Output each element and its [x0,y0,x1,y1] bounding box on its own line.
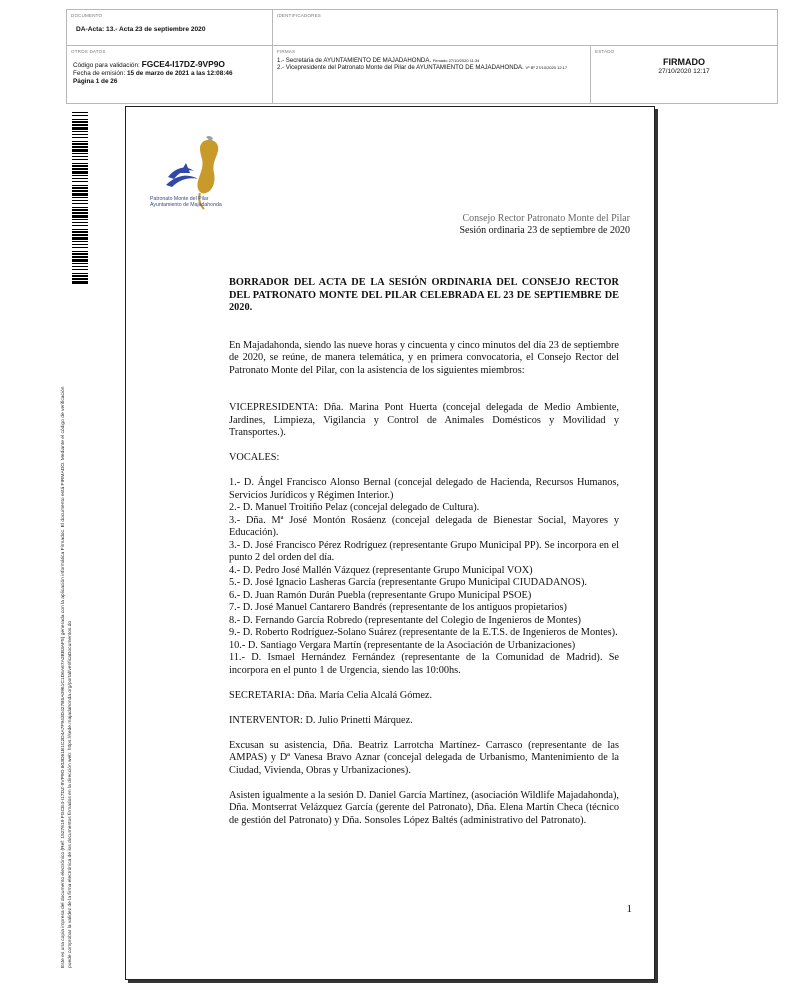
document-body [229,277,619,827]
list-item: 3.- D. José Francisco Pérez Rodríguez (representante Grupo Municipal PP). Se incorpora en el punto 2 del orden del día. [229,539,619,563]
estado-date: 27/10/2020 12:17 [658,68,710,75]
firmas-list [277,58,567,71]
vicepresidenta-paragraph: VICEPRESIDENTA: Dña. Marina Pont Huerta (concejal delegada de Medio Ambiente, Jardines, Limpieza, Vigilancia y Control de Animales Domésticos y Movilidad y Transportes.). [229,402,619,438]
estado-label: ESTADO [595,49,615,54]
list-item: 6.- D. Juan Ramón Durán Puebla (representante Grupo Municipal PSOE) [229,589,532,601]
barcode-icon [72,112,88,284]
codigo-validacion[interactable]: Código para validación: FGCE4-I17DZ-9VP9O [73,59,225,69]
document-page [125,106,655,980]
list-item: 7.- D. José Manuel Cantarero Bandrés (representante de los antiguos propietarios) [229,602,567,613]
fecha-emision: Fecha de emisión: 15 de marzo de 2021 a las 12:08:46 [73,70,233,77]
documento-label: DOCUMENTO [71,13,103,18]
otros-datos-cell [67,46,273,103]
estado-content [591,57,777,75]
vocales-title: VOCALES: [229,452,280,463]
council-header-line-1: Consejo Rector Patronato Monte del Pilar [462,213,630,224]
interventor-paragraph: INTERVENTOR: D. Julio Prinetti Márquez. [229,714,413,726]
estado-value: FIRMADO [663,57,705,67]
otros-datos-content [73,60,233,86]
intro-paragraph: En Majadahonda, siendo las nueve horas y cincuenta y cinco minutos del día 23 de septiembre de 2020, se reúne, de manera telemática, y en primera convocatoria, el Consejo Rector del Patronato Monte del Pilar, con la asistencia de los siguientes miembros: [229,339,619,376]
firmas-label: FIRMAS [277,49,296,54]
otros-datos-label: OTROS DATOS [71,49,106,54]
logo-line-2: Ayuntamiento de Majadahonda [150,202,222,209]
verification-line-2: puede comprobar la validez de la firma electrónica de los documentos firmados en la dirección web: https://sede.majadahonda.org/portal/verificaDocumentos.do [68,620,73,968]
vocales-list [229,477,619,677]
pagina-count: Página 1 de 26 [73,78,118,85]
list-item: 8.- D. Fernando García Robredo (representante del Colegio de Ingenieros de Montes) [229,614,581,626]
asisten-paragraph: Asisten igualmente a la sesión D. Daniel García Martínez, (asociación Wildlife Majadahonda), Dña. Montserrat Velázquez García (gerente del Patronato), Dña. Elena Martín Checa (técnico de gestión del Patronato) y Dña. Sonsoles López Baltés (administrativo del Patronato). [229,789,619,826]
council-header-line-2: Sesión ordinaria 23 de septiembre de 2020 [459,225,630,236]
firma-2: 2.- Vicepresidente del Patronato Monte del Pilar de AYUNTAMIENTO DE MAJADAHONDA. Vº Bº 27/10/2020 12:17 [277,63,568,71]
council-header [459,213,630,237]
list-item: 9.- D. Roberto Rodríguez-Solano Suárez (representante de la E.T.S. de Ingenieros de Montes). [229,627,618,638]
list-item: 2.- D. Manuel Troitiño Pelaz (concejal delegado de Cultura). [229,502,480,513]
list-item: 10.- D. Santiago Vergara Martín (representante de la Asociación de Urbanizaciones) [229,639,576,651]
identificadores-cell [273,10,777,46]
identificadores-label: IDENTIFICADORES [277,13,322,18]
logo-line-1: Patronato Monte del Pilar [150,196,209,202]
list-item: 1.- D. Ángel Francisco Alonso Bernal (concejal delegado de Hacienda, Recursos Humanos, Servicios Jurídicos y Régimen Interior.) [229,477,619,501]
firma-1: 1.- Secretaria de AYUNTAMIENTO DE MAJADAHONDA. Firmado 27/10/2020 11:34 [277,57,480,64]
list-item: 4.- D. Pedro José Mallén Vázquez (representante Grupo Municipal VOX) [229,564,533,576]
list-item: 3.- Dña. Mª José Montón Rosáenz (concejal delegada de Bienestar Social, Mayores y Educación). [229,514,619,538]
list-item: 11.- D. Ismael Hernández Fernández (representante de la Comunidad de Madrid). Se incorpora en el punto 1 de Urgencia, siendo las 10:00hs. [229,652,619,676]
estado-cell [591,46,777,103]
excusan-paragraph: Excusan su asistencia, Dña. Beatriz Larrotcha Martínez- Carrasco (representante de las AMPAS) y Dª Vanesa Bravo Aznar (concejal delegada de Urbanismo, Mantenimiento de la Ciudad, Vivienda, Obras y Urbanizaciones). [229,739,619,776]
firmas-cell [273,46,591,103]
documento-cell [67,10,273,46]
document-title: BORRADOR DEL ACTA DE LA SESIÓN ORDINARIA DEL CONSEJO RECTOR DEL PATRONATO MONTE DEL PILAR CELEBRADA EL 23 DE SEPTIEMBRE DE 2020. [229,277,619,313]
page-number: 1 [626,903,632,915]
list-item: 5.- D. José Ignacio Lasheras García (representante Grupo Municipal CIUDADANOS). [229,577,587,588]
documento-value: DA-Acta: 13.- Acta 23 de septiembre 2020 [76,26,206,33]
logo-caption [150,196,222,209]
signature-header-table [66,9,778,104]
verification-line-1: Este es una copia impresa del documento electrónico (Ref: 1527619 FGCE4-I17DZ-9VP9O 803D61B1C2D4A7F943D427B5A0961C1D6A67A2BB3AF5) generada con la aplicación informática Firmadoc. El documento está FIRMADO. Mediante el código de verificación [61,386,66,968]
secretaria-paragraph: SECRETARIA: Dña. María Celia Alcalá Gómez. [229,689,433,701]
verification-side-text [60,278,74,968]
